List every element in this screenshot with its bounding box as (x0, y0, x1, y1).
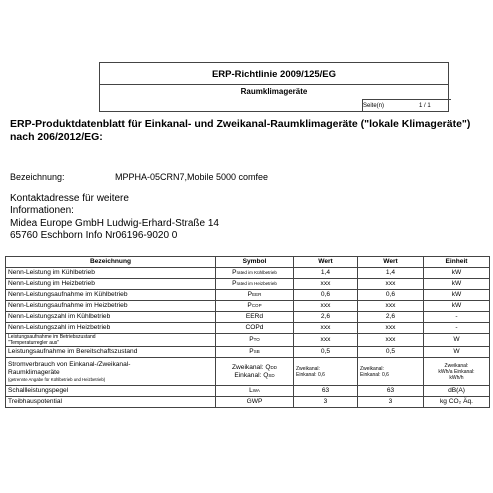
row-symbol: LWA (216, 386, 294, 397)
row-unit: - (424, 312, 490, 323)
header-box (99, 62, 449, 112)
row-symbol: PCOP (216, 301, 294, 312)
contact-line-3: Midea Europe GmbH Ludwig-Erhard-Straße 14 (10, 218, 219, 229)
row-unit: kW (424, 279, 490, 290)
row-name: Nenn-Leistungsaufnahme im Heizbetrieb (6, 301, 216, 312)
contact-line-1: Kontaktadresse für weitere (10, 193, 129, 204)
table-row (6, 358, 490, 386)
row-value-1: xxx (294, 279, 358, 290)
contact-line-4: 65760 Eschborn Info Nr06196-9020 0 (10, 230, 178, 241)
document-title: ERP-Produktdatenblatt für Einkanal- und Zweikanal-Raumklimageräte ("lokale Klimageräte") nach 206/2012/EG: (10, 118, 471, 143)
row-symbol: PEER (216, 290, 294, 301)
row-value-2: xxx (358, 334, 424, 347)
designation (10, 172, 269, 182)
table-header-row (6, 257, 490, 268)
row-name: Nenn-Leistungszahl im Heizbetrieb (6, 323, 216, 334)
row-value-2: 0,6 (358, 290, 424, 301)
row-name: Nenn-Leistungsaufnahme im Kühlbetrieb (6, 290, 216, 301)
table-row (6, 323, 490, 334)
row-symbol: Prated im Heizbetrieb (216, 279, 294, 290)
row-unit: dB(A) (424, 386, 490, 397)
row-value-1: 0,6 (294, 290, 358, 301)
row-value-1: xxx (294, 323, 358, 334)
row-symbol: PTO (216, 334, 294, 347)
header-cell: Wert (294, 257, 358, 268)
row-name: Leistungsaufnahme im Bereitschaftszustand (6, 347, 216, 358)
row-unit: kW (424, 290, 490, 301)
row-symbol: COPd (216, 323, 294, 334)
row-value-2: 1,4 (358, 268, 424, 279)
header-cell: Bezeichnung (6, 257, 216, 268)
row-value-2: xxx (358, 301, 424, 312)
page-number: 1 / 1 (419, 103, 431, 109)
row-name: Treibhauspotential (6, 397, 216, 408)
row-name: Schallleistungspegel (6, 386, 216, 397)
row-name: Nenn-Leistung im Kühlbetrieb (6, 268, 216, 279)
page-label: Seite(n) (363, 103, 385, 109)
header-cell: Wert (358, 257, 424, 268)
row-value-1: 63 (294, 386, 358, 397)
row-symbol: EERd (216, 312, 294, 323)
table-row (6, 334, 490, 347)
row-symbol: GWP (216, 397, 294, 408)
row-unit: kW (424, 268, 490, 279)
row-value-2: 0,5 (358, 347, 424, 358)
row-value-2: xxx (358, 323, 424, 334)
row-value-2: Zweikanal: Einkanal: 0,6 (358, 358, 424, 386)
row-symbol: Zweikanal: QDD Einkanal: QSD (216, 358, 294, 386)
row-unit: Zweikanal: kWh/a Einkanal: kWh/h (424, 358, 490, 386)
row-unit: W (424, 334, 490, 347)
row-value-2: 63 (358, 386, 424, 397)
designation-label: Bezeichnung: (10, 172, 65, 182)
contact-line-2: Informationen: (10, 205, 74, 216)
row-symbol: PSB (216, 347, 294, 358)
header-cell: Symbol (216, 257, 294, 268)
table-row (6, 301, 490, 312)
row-name: Leistungsaufnahme im Betriebszustand "Temperaturregler aus" (6, 334, 216, 347)
header-subtitle: Raumklimageräte (240, 87, 308, 96)
row-name: Stromverbrauch von Einkanal-/Zweikanal- Raumklimageräte (getrennte Angabe für Kühlbetrieb und Heizbetrieb) (6, 358, 216, 386)
row-value-1: 2,6 (294, 312, 358, 323)
table-row (6, 279, 490, 290)
page-indicator (362, 99, 451, 112)
row-unit: - (424, 323, 490, 334)
row-value-2: xxx (358, 279, 424, 290)
row-symbol: Prated im Kühlbetrieb (216, 268, 294, 279)
row-value-2: 3 (358, 397, 424, 408)
row-value-1: 0,5 (294, 347, 358, 358)
row-value-2: 2,6 (358, 312, 424, 323)
contact-address (10, 218, 219, 242)
row-unit: kg CO₂ Äq. (424, 397, 490, 408)
row-value-1: xxx (294, 301, 358, 312)
row-unit: W (424, 347, 490, 358)
row-unit: kW (424, 301, 490, 312)
row-value-1: Zweikanal: Einkanal: 0,6 (294, 358, 358, 386)
row-value-1: 3 (294, 397, 358, 408)
table-row (6, 312, 490, 323)
table-row (6, 268, 490, 279)
table-row (6, 397, 490, 408)
data-table (5, 256, 490, 408)
designation-value: MPPHA-05CRN7,Mobile 5000 comfee (115, 172, 269, 182)
row-name: Nenn-Leistung im Heizbetrieb (6, 279, 216, 290)
table-row (6, 347, 490, 358)
contact-heading (10, 193, 310, 217)
header-cell: Einheit (424, 257, 490, 268)
table-row (6, 386, 490, 397)
table-row (6, 290, 490, 301)
header-title: ERP-Richtlinie 2009/125/EG (100, 65, 448, 85)
row-value-1: 1,4 (294, 268, 358, 279)
row-name: Nenn-Leistungszahl im Kühlbetrieb (6, 312, 216, 323)
row-value-1: xxx (294, 334, 358, 347)
